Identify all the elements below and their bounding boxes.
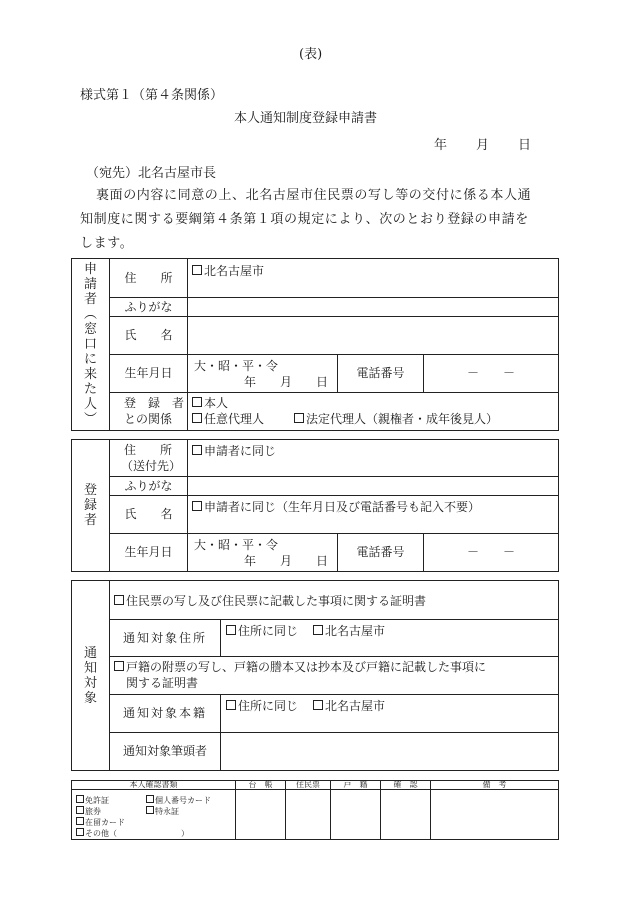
applicant-side-caption <box>72 259 109 430</box>
koseki-cert-line-2: 関する証明書 <box>126 676 199 690</box>
applicant-caption-char: 請 <box>83 277 97 292</box>
checkbox-icon[interactable] <box>76 817 84 825</box>
office-header-id-docs: 本人確認書類 <box>129 780 178 789</box>
doc-residence-label: 在留カード <box>85 818 125 827</box>
applicant-era-options: 大・昭・平・令 <box>194 359 279 373</box>
office-header-confirm: 確 認 <box>393 780 418 789</box>
relation-voluntary-option[interactable] <box>192 412 264 427</box>
checkbox-icon[interactable] <box>192 501 202 511</box>
registrant-address-label-line-1: 住 所 <box>124 443 173 457</box>
checkbox-icon[interactable] <box>226 700 236 710</box>
relation-legal-option[interactable] <box>294 412 498 427</box>
relation-self-label: 本人 <box>204 396 229 410</box>
target-caption-char: 知 <box>83 660 97 676</box>
doc-other-label: その他（ ） <box>85 829 189 838</box>
registrant-name-label: 氏 名 <box>124 507 173 521</box>
checkbox-icon[interactable] <box>114 595 124 605</box>
target-head-field[interactable] <box>221 733 558 770</box>
relation-label-line-1: 登 録 者 <box>124 396 185 410</box>
target-side-caption <box>72 581 109 770</box>
target-caption-char: 対 <box>83 675 97 691</box>
doc-passport-label: 旅券 <box>85 807 101 816</box>
registrant-furigana-label: ふりがな <box>124 478 173 493</box>
target-head-label: 通知対象筆頭者 <box>122 744 207 758</box>
relation-legal-label: 法定代理人（親権者・成年後見人） <box>306 412 499 426</box>
relation-label-line-2: との関係 <box>124 412 173 426</box>
doc-other-option[interactable] <box>76 828 189 839</box>
checkbox-icon[interactable] <box>313 700 323 710</box>
applicant-caption-char: 人 <box>83 397 97 412</box>
applicant-address-field[interactable] <box>192 264 264 279</box>
checkbox-icon[interactable] <box>76 828 84 836</box>
applicant-caption-char: 来 <box>83 367 97 382</box>
registrant-furigana-field[interactable] <box>188 477 558 495</box>
registrant-phone-field[interactable]: － － <box>466 545 515 559</box>
registrant-address-value: 申請者に同じ <box>204 444 277 458</box>
registrant-caption-char: 登 <box>83 483 97 498</box>
intro-line-2: 知制度に関する要綱第４条第１項の規定により、次のとおり登録の申請を <box>80 212 529 227</box>
doc-residence-option[interactable] <box>76 817 125 828</box>
koseki-cert-line-1: 戸籍の附票の写し、戸籍の謄本又は抄本及び戸籍に記載した事項に <box>126 660 487 674</box>
registrant-name-same-option[interactable] <box>192 500 480 515</box>
resident-cert-option[interactable] <box>114 594 426 609</box>
applicant-caption-char: に <box>83 352 97 367</box>
applicant-caption-char: 者 <box>83 292 97 307</box>
registrant-caption-char: 録 <box>83 498 97 513</box>
target-caption-char: 通 <box>83 645 97 661</box>
applicant-dob-label: 生年月日 <box>124 366 173 380</box>
applicant-caption-char: た <box>83 382 97 397</box>
checkbox-icon[interactable] <box>192 265 202 275</box>
checkbox-icon[interactable] <box>76 806 84 814</box>
doc-license-option[interactable] <box>76 795 109 806</box>
target-honseki-same-label: 住所に同じ <box>238 699 299 713</box>
side-marker: (表) <box>299 47 323 62</box>
registrant-dob-label: 生年月日 <box>124 545 173 559</box>
target-honseki-label: 通知対象本籍 <box>122 706 207 720</box>
office-header-koseki: 戸 籍 <box>343 780 368 789</box>
office-header-notes: 備 考 <box>482 780 507 789</box>
checkbox-icon[interactable] <box>192 445 202 455</box>
applicant-caption-char: 口 <box>83 337 97 352</box>
registrant-address-label <box>110 440 187 476</box>
checkbox-icon[interactable] <box>226 625 236 635</box>
doc-special-label: 特永証 <box>155 807 179 816</box>
applicant-dob-ymd: 年 月 日 <box>244 375 329 389</box>
checkbox-icon[interactable] <box>313 625 323 635</box>
applicant-name-label: 氏 名 <box>124 328 173 342</box>
checkbox-icon[interactable] <box>76 795 84 803</box>
resident-cert-label: 住民票の写し及び住民票に記載した事項に関する証明書 <box>126 594 427 608</box>
applicant-caption-char: ︵ <box>83 307 97 322</box>
date-month-label: 月 <box>476 138 490 153</box>
form-number: 様式第１（第４条関係） <box>80 88 224 103</box>
registrant-caption-char: 者 <box>83 513 97 528</box>
checkbox-icon[interactable] <box>192 413 202 423</box>
checkbox-icon[interactable] <box>114 661 124 671</box>
applicant-caption-char: ︶ <box>83 412 97 427</box>
registrant-phone-label: 電話番号 <box>356 545 405 559</box>
applicant-phone-field[interactable]: － － <box>466 366 515 380</box>
applicant-relation-label <box>110 393 187 430</box>
applicant-name-field[interactable] <box>188 317 558 354</box>
target-honseki-city-label: 北名古屋市 <box>325 699 386 713</box>
koseki-cert-option[interactable] <box>114 660 486 675</box>
registrant-address-label-line-2: （送付先） <box>121 459 182 473</box>
checkbox-icon[interactable] <box>192 397 202 407</box>
target-city-label: 北名古屋市 <box>325 624 386 638</box>
date-year-label: 年 <box>434 138 448 153</box>
applicant-phone-label: 電話番号 <box>356 366 405 380</box>
intro-line-3: します。 <box>80 236 134 251</box>
date-day-label: 日 <box>518 138 532 153</box>
registrant-address-same-option[interactable] <box>192 444 276 459</box>
relation-self-option[interactable] <box>192 396 228 411</box>
intro-line-1: 裏面の内容に同意の上、北名古屋市住民票の写し等の交付に係る本人通 <box>96 188 532 203</box>
registrant-side-caption <box>72 440 109 571</box>
target-same-address-label: 住所に同じ <box>238 624 299 638</box>
registrant-dob-field[interactable] <box>188 534 337 571</box>
applicant-caption-char: 申 <box>83 262 97 277</box>
doc-special-option[interactable] <box>146 806 179 817</box>
target-address-same-option[interactable] <box>226 624 298 639</box>
target-address-city-option[interactable] <box>313 624 385 639</box>
addressee: （宛先）北名古屋市長 <box>86 166 217 181</box>
target-address-label: 通知対象住所 <box>122 630 207 645</box>
doc-license-label: 免許証 <box>85 796 109 805</box>
checkbox-icon[interactable] <box>146 795 154 803</box>
doc-mynumber-option[interactable] <box>146 795 211 806</box>
applicant-caption-char: 窓 <box>83 322 97 337</box>
doc-mynumber-label: 個人番号カード <box>155 796 211 805</box>
registrant-dob-ymd: 年 月 日 <box>244 554 329 568</box>
office-header-resident: 住民票 <box>296 780 320 789</box>
target-honseki-same-option[interactable] <box>226 699 298 714</box>
page-title: 本人通知制度登録申請書 <box>234 111 378 126</box>
applicant-furigana-label: ふりがな <box>124 299 173 314</box>
target-caption-char: 象 <box>83 690 97 706</box>
applicant-dob-field[interactable] <box>188 355 337 392</box>
registrant-name-value: 申請者に同じ（生年月日及び電話番号も記入不要） <box>204 500 481 514</box>
doc-passport-option[interactable] <box>76 806 101 817</box>
applicant-furigana-field[interactable] <box>188 298 558 316</box>
registrant-era-options: 大・昭・平・令 <box>194 538 279 552</box>
relation-voluntary-label: 任意代理人 <box>204 412 265 426</box>
office-header-ledger: 台 帳 <box>248 780 273 789</box>
checkbox-icon[interactable] <box>146 806 154 814</box>
target-honseki-city-option[interactable] <box>313 699 385 714</box>
applicant-address-label: 住 所 <box>124 270 173 285</box>
checkbox-icon[interactable] <box>294 413 304 423</box>
applicant-address-value: 北名古屋市 <box>204 264 265 278</box>
